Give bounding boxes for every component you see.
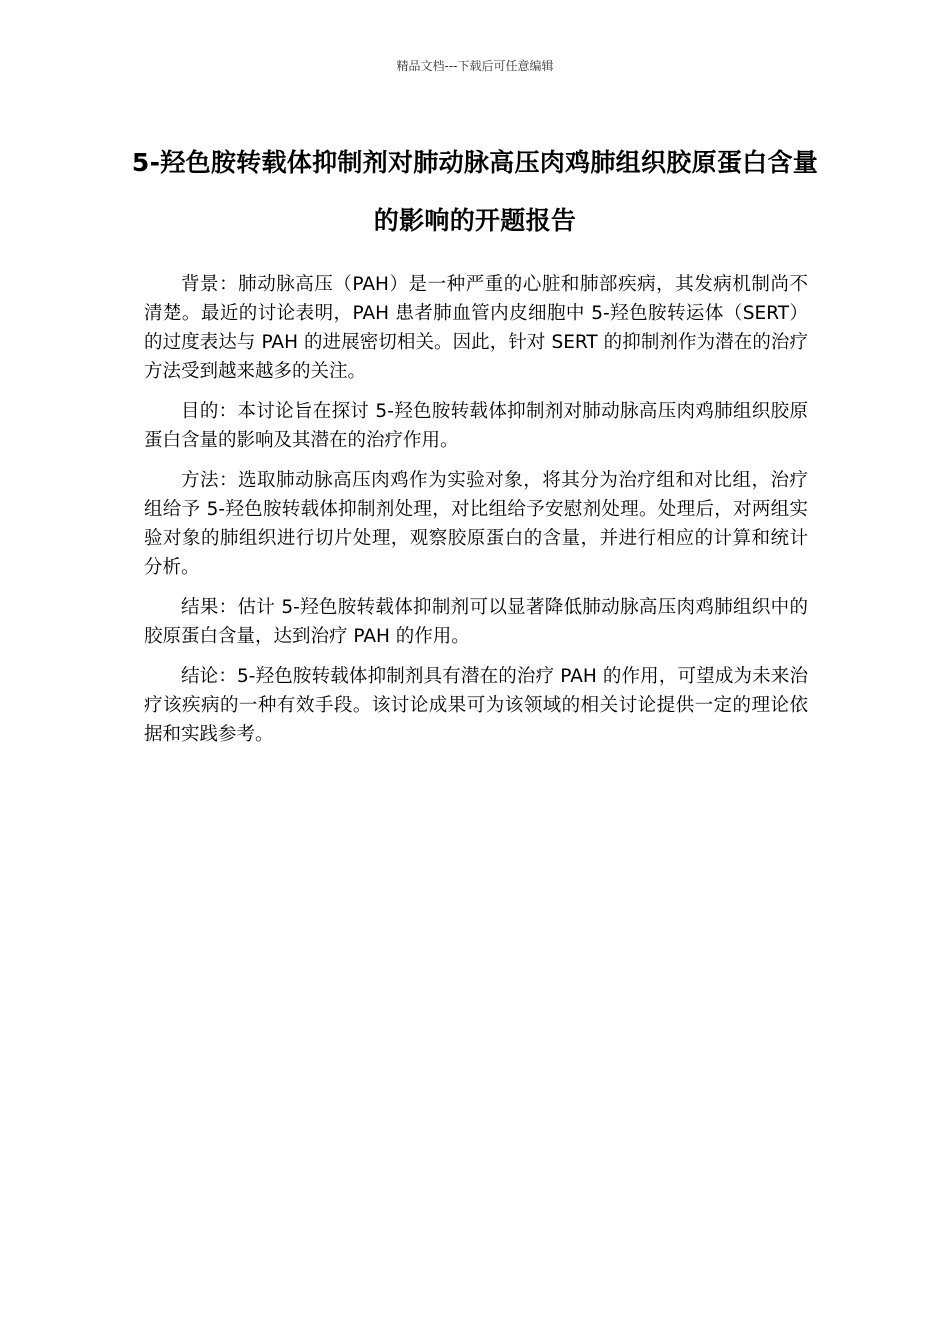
paragraph-conclusion: 结论：5-羟色胺转载体抑制剂具有潜在的治疗 PAH 的作用，可望成为未来治疗该疾病的一种有效手段。该讨论成果可为该领域的相关讨论提供一定的理论依据和实践参考。 xyxy=(144,666,808,745)
paragraph-results: 结果：估计 5-羟色胺转载体抑制剂可以显著降低肺动脉高压肉鸡肺组织中的胶原蛋白含量，达到治疗 PAH 的作用。 xyxy=(144,597,808,647)
paragraph-objective: 目的：本讨论旨在探讨 5-羟色胺转载体抑制剂对肺动脉高压肉鸡肺组织胶原蛋白含量的影响及其潜在的治疗作用。 xyxy=(144,401,808,451)
paragraph-background: 背景：肺动脉高压（PAH）是一种严重的心脏和肺部疾病，其发病机制尚不清楚。最近的讨论表明，PAH 患者肺血管内皮细胞中 5-羟色胺转运体（SERT）的过度表达与 PAH 的进展密切相关。因此，针对 SERT 的抑制剂作为潜在的治疗方法受到越来越多的关注。 xyxy=(144,274,808,382)
document-title: 5-羟色胺转载体抑制剂对肺动脉高压肉鸡肺组织胶原蛋白含量的影响的开题报告 xyxy=(131,148,819,235)
document-body xyxy=(144,270,808,760)
header-note: 精品文档---下载后可任意编辑 xyxy=(396,59,554,73)
paragraph-methods: 方法：选取肺动脉高压肉鸡作为实验对象，将其分为治疗组和对比组，治疗组给予 5-羟色胺转载体抑制剂处理，对比组给予安慰剂处理。处理后，对两组实验对象的肺组织进行切片处理，观察胶原蛋白的含量，并进行相应的计算和统计分析。 xyxy=(144,470,808,578)
